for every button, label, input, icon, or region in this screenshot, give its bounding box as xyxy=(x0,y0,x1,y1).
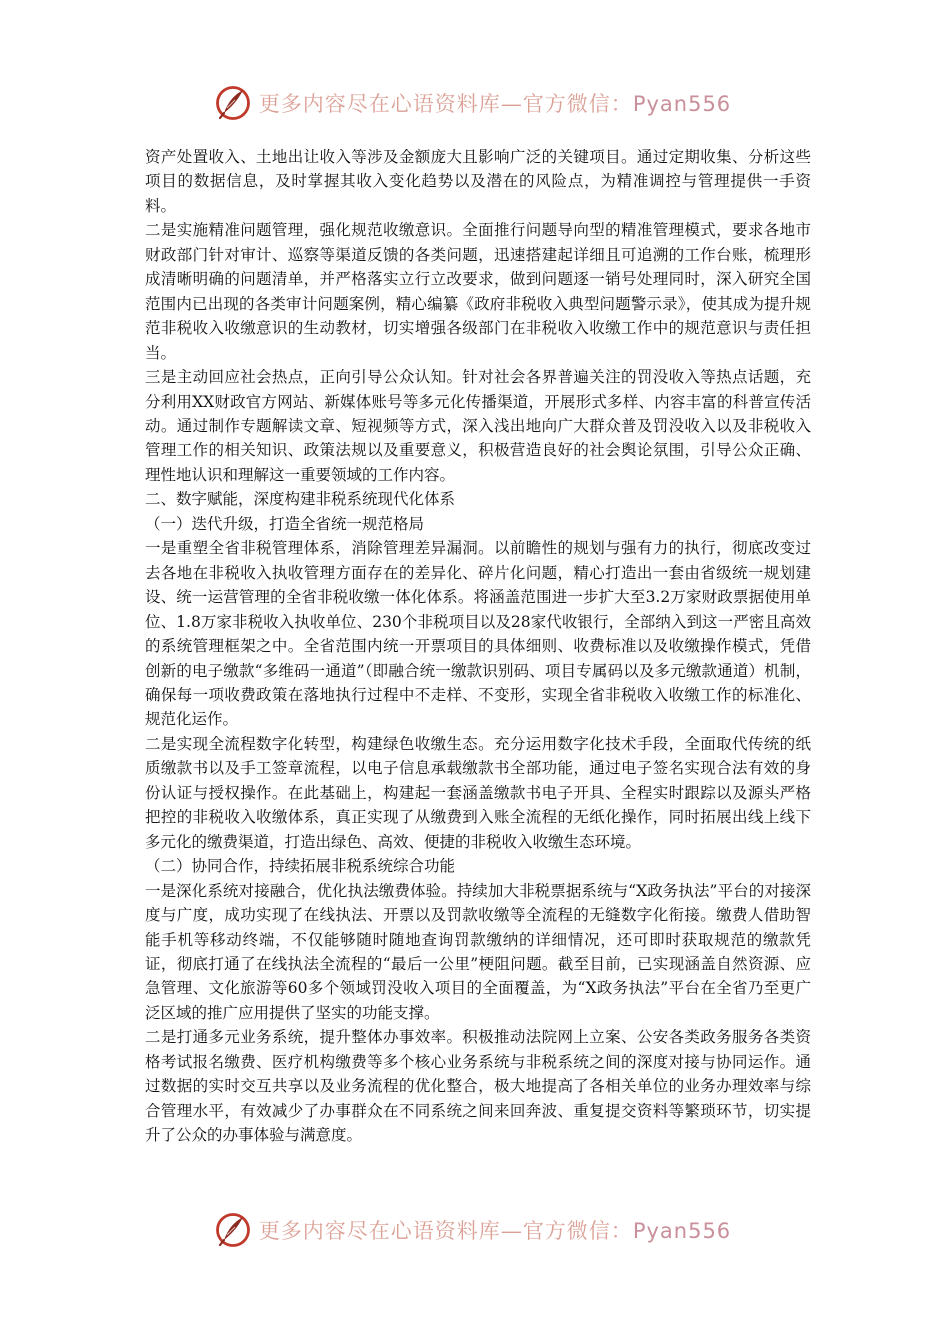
watermark-separator: — xyxy=(500,1219,523,1243)
watermark-contact-label: 官方微信： xyxy=(522,1219,633,1243)
header-watermark-banner xyxy=(0,80,950,126)
paragraph-continuation: 资产处置收入、土地出让收入等涉及金额庞大且影响广泛的关键项目。通过定期收集、分析这些项目的数据信息，及时掌握其收入变化趋势以及潜在的风险点，为精准调控与管理提供一手资料。 xyxy=(145,148,811,215)
quill-pen-logo-icon xyxy=(213,83,253,123)
subsection-heading-collaboration: （二）协同合作，持续拓展非税系统综合功能 xyxy=(145,857,456,876)
paragraph-problem-management: 二是实施精准问题管理，强化规范收缴意识。全面推行问题导向型的精准管理模式，要求各地市财政部门针对审计、巡察等渠道反馈的各类问题，迅速搭建起详细且可追溯的工作台账，梳理形成清晰明确的问题清单，并严格落实立行立改要求，做到问题逐一销号处理同时，深入研究全国范围内已出现的各类审计问题案例，精心编纂《政府非税收入典型问题警示录》，使其成为提升规范非税收入收缴意识的生动教材，切实增强各级部门在非税收入收缴工作中的规范意识与责任担当。 xyxy=(145,221,811,362)
footer-watermark-banner xyxy=(0,1207,950,1253)
quill-pen-logo-icon xyxy=(213,1210,253,1250)
watermark-library-name: 更多内容尽在心语资料库 xyxy=(258,1219,501,1243)
paragraph-public-guidance: 三是主动回应社会热点，正向引导公众认知。针对社会各界普遍关注的罚没收入等热点话题，充分利用XX财政官方网站、新媒体账号等多元化传播渠道，开展形式多样、内容丰富的科普宣传活动。通过制作专题解读文章、短视频等方式，深入浅出地向广大群众普及罚没收入以及非税收入管理工作的相关知识、政策法规以及重要意义，积极营造良好的社会舆论氛围，引导公众正确、理性地认识和理解这一重要领域的工作内容。 xyxy=(145,368,811,484)
paragraph-management-system: 一是重塑全省非税管理体系，消除管理差异漏洞。以前瞻性的规划与强有力的执行，彻底改变过去各地在非税收入执收管理方面存在的差异化、碎片化问题，精心打造出一套由省级统一规划建设、统一运营管理的全省非税收缴一体化体系。将涵盖范围进一步扩大至3.2万家财政票据使用单位、1.8万家非税收入执收单位、230个非税项目以及28家代收银行，全部纳入到这一严密且高效的系统管理框架之中。全省范围内统一开票项目的具体细则、收费标准以及收缴操作模式，凭借创新的电子缴款“多维码一通道”（即融合统一缴款识别码、项目专属码以及多元缴款通道）机制，确保每一项收费政策在落地执行过程中不走样、不变形，实现全省非税收入收缴工作的标准化、规范化运作。 xyxy=(145,539,811,729)
document-body xyxy=(145,145,811,1148)
watermark-library-name: 更多内容尽在心语资料库 xyxy=(258,92,501,116)
section-heading-digital-empowerment: 二、数字赋能，深度构建非税系统现代化体系 xyxy=(145,490,456,509)
watermark-separator: — xyxy=(500,92,523,116)
watermark-contact-id: Pyan556 xyxy=(632,92,732,116)
watermark-text xyxy=(259,1215,731,1245)
watermark-text xyxy=(259,88,731,118)
watermark-group xyxy=(213,83,731,123)
watermark-contact-id: Pyan556 xyxy=(632,1219,732,1243)
paragraph-system-integration: 一是深化系统对接融合，优化执法缴费体验。持续加大非税票据系统与“X政务执法”平台的对接深度与广度，成功实现了在线执法、开票以及罚款收缴等全流程的无缝数字化衔接。缴费人借助智能手机等移动终端，不仅能够随时随地查询罚款缴纳的详细情况，还可即时获取规范的缴款凭证，彻底打通了在线执法全流程的“最后一公里”梗阻问题。截至目前，已实现涵盖自然资源、应急管理、文化旅游等60多个领域罚没收入项目的全面覆盖，为“X政务执法”平台在全省乃至更广泛区域的推广应用提供了坚实的功能支撑。 xyxy=(145,881,811,1022)
subsection-heading-iterative-upgrade: （一）迭代升级，打造全省统一规范格局 xyxy=(145,514,425,533)
watermark-group xyxy=(213,1210,731,1250)
watermark-contact-label: 官方微信： xyxy=(522,92,633,116)
paragraph-business-systems: 二是打通多元业务系统，提升整体办事效率。积极推动法院网上立案、公安各类政务服务各类资格考试报名缴费、医疗机构缴费等多个核心业务系统与非税系统之间的深度对接与协同运作。通过数据的实时交互共享以及业务流程的优化整合，极大地提高了各相关单位的业务办理效率与综合管理水平，有效减少了办事群众在不同系统之间来回奔波、重复提交资料等繁琐环节，切实提升了公众的办事体验与满意度。 xyxy=(145,1028,811,1145)
paragraph-digital-transformation: 二是实现全流程数字化转型，构建绿色收缴生态。充分运用数字化技术手段，全面取代传统的纸质缴款书以及手工签章流程，以电子信息承载缴款书全部功能，通过电子签名实现合法有效的身份认证与授权操作。在此基础上，构建起一套涵盖缴款书电子开具、全程实时跟踪以及源头严格把控的非税收入收缴体系，真正实现了从缴费到入账全流程的无纸化操作，同时拓展出线上线下多元化的缴费渠道，打造出绿色、高效、便捷的非税收入收缴生态环境。 xyxy=(145,734,811,851)
